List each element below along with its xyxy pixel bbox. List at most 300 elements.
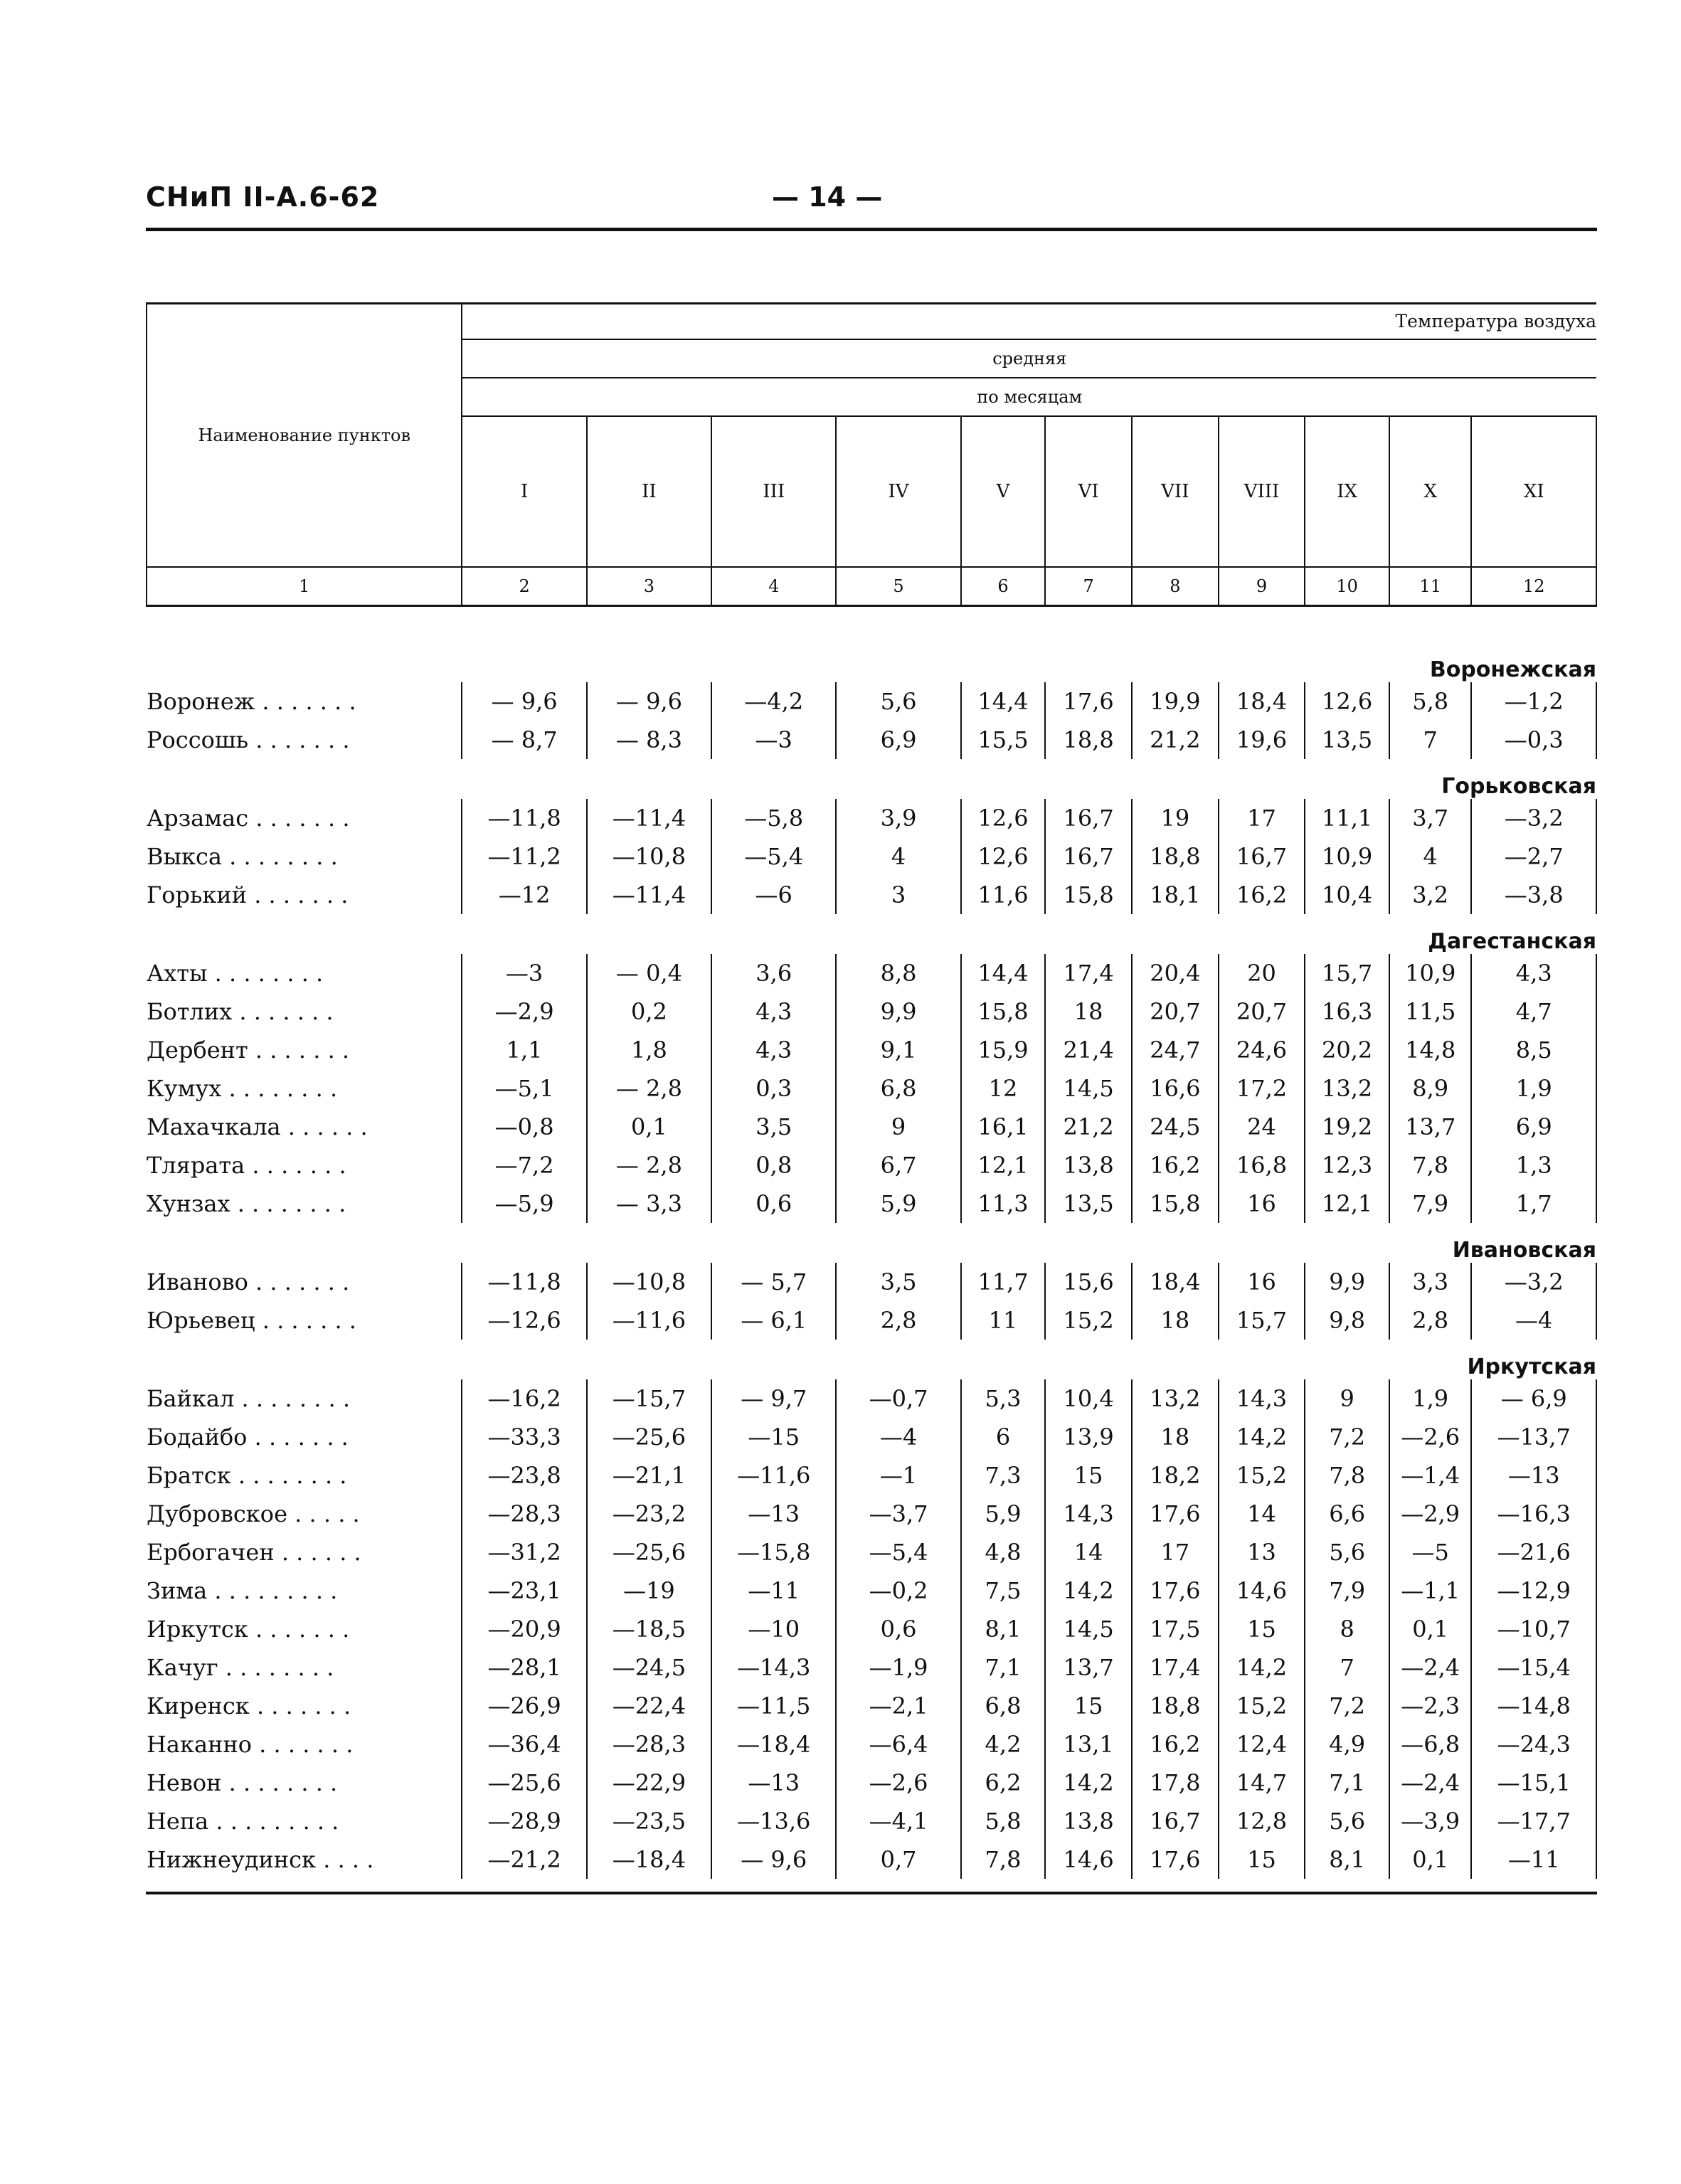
temperature-cell: 14,2 [1219,1418,1305,1456]
temperature-cell: —17,7 [1471,1802,1596,1840]
temperature-cell: —1 [836,1456,960,1495]
temperature-cell: 8,9 [1389,1069,1472,1108]
page-number: — 14 — [772,181,883,213]
temperature-cell: —3 [711,721,836,759]
place-name: Качуг . . . . . . . . [147,1648,462,1687]
temperature-cell: 1,3 [1471,1146,1596,1184]
temperature-cell: 13,8 [1045,1146,1132,1184]
place-name: Ахты . . . . . . . . [147,954,462,992]
table-row [147,954,1596,992]
temperature-cell: 14,6 [1219,1571,1305,1610]
temperature-cell: 13,5 [1305,721,1389,759]
temperature-cell: 0,6 [711,1184,836,1223]
table-row [147,1108,1596,1146]
temperature-cell: —2,3 [1389,1687,1472,1725]
temperature-cell: 15,2 [1219,1687,1305,1725]
temperature-cell: —2,6 [1389,1418,1472,1456]
place-name: Дубровское . . . . . [147,1495,462,1533]
temperature-cell: —14,8 [1471,1687,1596,1725]
temperature-cell: 14,5 [1045,1610,1132,1648]
temperature-cell: 18,8 [1045,721,1132,759]
temperature-cell: 15 [1219,1840,1305,1879]
temperature-cell: — 5,7 [711,1263,836,1301]
temperature-cell: 18,4 [1219,682,1305,721]
place-name: Воронеж . . . . . . . [147,682,462,721]
temperature-cell: —20,9 [462,1610,586,1648]
month-header: II [587,416,711,567]
table-caption: Температура воздуха [462,304,1596,339]
temperature-cell: —4 [836,1418,960,1456]
temperature-cell: —10,8 [587,837,711,876]
temperature-cell: 16,6 [1132,1069,1219,1108]
temperature-cell: —33,3 [462,1418,586,1456]
temperature-cell: 16,7 [1219,837,1305,876]
temperature-cell: —23,8 [462,1456,586,1495]
temperature-cell: 17,6 [1045,682,1132,721]
temperature-cell: 20,7 [1219,992,1305,1031]
region-name: Дагестанская [1428,928,1596,954]
temperature-cell: —26,9 [462,1687,586,1725]
temperature-cell: 12,6 [961,799,1046,837]
place-name: Ербогачен . . . . . . [147,1533,462,1571]
temperature-cell: 4,2 [961,1725,1046,1764]
temperature-cell: —11,8 [462,799,586,837]
temperature-cell: 17,5 [1132,1610,1219,1648]
climate-table-container [146,302,1597,1894]
temperature-cell: 7,3 [961,1456,1046,1495]
table-row [147,1301,1596,1340]
temperature-cell: 0,1 [587,1108,711,1146]
temperature-cell: 4,9 [1305,1725,1389,1764]
column-number: 11 [1389,567,1472,606]
temperature-cell: 9 [836,1108,960,1146]
table-header [147,304,1596,606]
temperature-cell: 19,9 [1132,682,1219,721]
temperature-cell: 18 [1132,1301,1219,1340]
temperature-cell: 13,9 [1045,1418,1132,1456]
temperature-cell: 1,9 [1471,1069,1596,1108]
temperature-cell: 6 [961,1418,1046,1456]
temperature-cell: 7,1 [1305,1764,1389,1802]
column-number: 5 [836,567,960,606]
temperature-cell: 16,8 [1219,1146,1305,1184]
temperature-cell: —19 [587,1571,711,1610]
column-number: 9 [1219,567,1305,606]
column-number: 7 [1045,567,1132,606]
temperature-cell: 17,6 [1132,1840,1219,1879]
temperature-cell: 13 [1219,1533,1305,1571]
temperature-cell: 8,1 [961,1610,1046,1648]
temperature-cell: 16,7 [1045,837,1132,876]
temperature-cell: 7,8 [1305,1456,1389,1495]
temperature-cell: 4,8 [961,1533,1046,1571]
temperature-cell: —22,9 [587,1764,711,1802]
temperature-cell: 20,7 [1132,992,1219,1031]
temperature-cell: —21,2 [462,1840,586,1879]
temperature-cell: —3 [462,954,586,992]
temperature-cell: 14,6 [1045,1840,1132,1879]
table-row [147,837,1596,876]
temperature-cell: —2,1 [836,1687,960,1725]
table-row [147,1764,1596,1802]
temperature-cell: 9,1 [836,1031,960,1069]
temperature-cell: 7,5 [961,1571,1046,1610]
temperature-cell: —0,3 [1471,721,1596,759]
temperature-cell: — 9,6 [711,1840,836,1879]
temperature-cell: 21,4 [1045,1031,1132,1069]
temperature-cell: 15,9 [961,1031,1046,1069]
temperature-cell: 6,8 [836,1069,960,1108]
temperature-cell: 16,7 [1045,799,1132,837]
temperature-cell: 11,1 [1305,799,1389,837]
temperature-cell: —10 [711,1610,836,1648]
temperature-cell: —2,4 [1389,1764,1472,1802]
temperature-cell: 7,8 [1389,1146,1472,1184]
place-name: Махачкала . . . . . . [147,1108,462,1146]
temperature-cell: 6,2 [961,1764,1046,1802]
temperature-cell: 0,8 [711,1146,836,1184]
temperature-cell: 4,3 [1471,954,1596,992]
temperature-cell: 20,2 [1305,1031,1389,1069]
temperature-cell: —11 [1471,1840,1596,1879]
table-row [147,1031,1596,1069]
temperature-cell: 2,8 [836,1301,960,1340]
region-row [147,914,1596,954]
table-body [147,605,1596,1879]
table-row [147,1725,1596,1764]
temperature-cell: 15,2 [1219,1456,1305,1495]
temperature-cell: 3,6 [711,954,836,992]
temperature-cell: —3,8 [1471,876,1596,914]
temperature-cell: —28,3 [462,1495,586,1533]
temperature-cell: — 9,7 [711,1379,836,1418]
temperature-cell: 21,2 [1132,721,1219,759]
temperature-cell: 15,8 [1132,1184,1219,1223]
temperature-cell: —1,1 [1389,1571,1472,1610]
temperature-cell: 15 [1045,1456,1132,1495]
page-header [146,181,1597,224]
temperature-cell: 13,5 [1045,1184,1132,1223]
temperature-cell: 8,5 [1471,1031,1596,1069]
column-number: 2 [462,567,586,606]
temperature-cell: —12 [462,876,586,914]
temperature-cell: 13,2 [1305,1069,1389,1108]
month-header: VII [1132,416,1219,567]
temperature-cell: 7,2 [1305,1687,1389,1725]
place-name: Хунзах . . . . . . . . [147,1184,462,1223]
temperature-cell: —0,2 [836,1571,960,1610]
temperature-cell: 17,6 [1132,1571,1219,1610]
temperature-cell: —15,8 [711,1533,836,1571]
temperature-cell: —12,6 [462,1301,586,1340]
temperature-cell: —13 [711,1495,836,1533]
temperature-cell: —28,3 [587,1725,711,1764]
temperature-cell: —11,6 [711,1456,836,1495]
temperature-cell: 5,3 [961,1379,1046,1418]
temperature-cell: 12,1 [961,1146,1046,1184]
column-number: 12 [1471,567,1596,606]
temperature-cell: 19,2 [1305,1108,1389,1146]
temperature-cell: 24 [1219,1108,1305,1146]
temperature-cell: —2,4 [1389,1648,1472,1687]
temperature-cell: 4 [836,837,960,876]
region-row [147,1340,1596,1379]
table-row [147,1687,1596,1725]
temperature-cell: —15,4 [1471,1648,1596,1687]
temperature-cell: 4,7 [1471,992,1596,1031]
temperature-cell: —13,7 [1471,1418,1596,1456]
header-rule [146,228,1597,231]
temperature-cell: 17,4 [1045,954,1132,992]
column-number-row [147,567,1596,606]
temperature-cell: —21,1 [587,1456,711,1495]
temperature-cell: —13,6 [711,1802,836,1840]
temperature-cell: 6,8 [961,1687,1046,1725]
temperature-cell: 19 [1132,799,1219,837]
month-header: VI [1045,416,1132,567]
temperature-cell: —25,6 [587,1533,711,1571]
temperature-cell: 6,9 [1471,1108,1596,1146]
place-name: Россошь . . . . . . . [147,721,462,759]
temperature-cell: 12,1 [1305,1184,1389,1223]
temperature-cell: 3,7 [1389,799,1472,837]
temperature-cell: 6,7 [836,1146,960,1184]
temperature-cell: —7,2 [462,1146,586,1184]
temperature-cell: —3,9 [1389,1802,1472,1840]
table-row [147,1263,1596,1301]
temperature-cell: —15 [711,1418,836,1456]
place-name: Невон . . . . . . . . [147,1764,462,1802]
temperature-cell: 24,6 [1219,1031,1305,1069]
temperature-cell: 9,9 [1305,1263,1389,1301]
temperature-cell: —23,5 [587,1802,711,1840]
temperature-cell: 18 [1132,1418,1219,1456]
temperature-cell: 10,4 [1305,876,1389,914]
temperature-cell: 18,8 [1132,837,1219,876]
temperature-cell: 18,1 [1132,876,1219,914]
temperature-cell: —11,5 [711,1687,836,1725]
temperature-cell: 1,8 [587,1031,711,1069]
temperature-cell: 5,6 [1305,1533,1389,1571]
place-name: Непа . . . . . . . . . [147,1802,462,1840]
temperature-cell: 7 [1389,721,1472,759]
temperature-cell: —11,8 [462,1263,586,1301]
temperature-cell: —18,4 [711,1725,836,1764]
temperature-cell: 12,4 [1219,1725,1305,1764]
region-name: Ивановская [1452,1237,1596,1263]
place-name: Братск . . . . . . . . [147,1456,462,1495]
place-name: Выкса . . . . . . . . [147,837,462,876]
temperature-cell: 0,6 [836,1610,960,1648]
column-number: 8 [1132,567,1219,606]
table-row [147,1840,1596,1879]
temperature-cell: 4 [1389,837,1472,876]
place-name: Горький . . . . . . . [147,876,462,914]
temperature-cell: 8,1 [1305,1840,1389,1879]
temperature-cell: 24,7 [1132,1031,1219,1069]
temperature-cell: 2,8 [1389,1301,1472,1340]
temperature-cell: —11 [711,1571,836,1610]
temperature-cell: 3,5 [711,1108,836,1146]
month-header: IX [1305,416,1389,567]
temperature-cell: 14,8 [1389,1031,1472,1069]
temperature-cell: 7,8 [961,1840,1046,1879]
temperature-cell: —5,1 [462,1069,586,1108]
temperature-cell: 10,9 [1389,954,1472,992]
temperature-cell: —2,9 [1389,1495,1472,1533]
temperature-cell: 18,4 [1132,1263,1219,1301]
temperature-cell: —0,7 [836,1379,960,1418]
temperature-cell: 3,5 [836,1263,960,1301]
temperature-cell: 5,6 [836,682,960,721]
month-header: V [961,416,1046,567]
table-row [147,876,1596,914]
temperature-cell: 17,8 [1132,1764,1219,1802]
temperature-cell: —21,6 [1471,1533,1596,1571]
temperature-cell: 0,7 [836,1840,960,1879]
temperature-cell: — 9,6 [587,682,711,721]
temperature-cell: 8,8 [836,954,960,992]
temperature-cell: 14,7 [1219,1764,1305,1802]
temperature-cell: 11,6 [961,876,1046,914]
temperature-cell: 13,7 [1389,1108,1472,1146]
temperature-cell: —10,7 [1471,1610,1596,1648]
temperature-cell: 6,9 [836,721,960,759]
temperature-cell: —28,1 [462,1648,586,1687]
temperature-cell: 9 [1305,1379,1389,1418]
temperature-cell: —5,9 [462,1184,586,1223]
temperature-cell: —36,4 [462,1725,586,1764]
temperature-cell: 14,3 [1219,1379,1305,1418]
name-column-header: Наименование пунктов [147,304,462,567]
temperature-cell: 14,2 [1045,1764,1132,1802]
month-header: X [1389,416,1472,567]
temperature-cell: —12,9 [1471,1571,1596,1610]
subheader-by-month: по месяцам [462,378,1596,416]
temperature-cell: 5,8 [961,1802,1046,1840]
temperature-cell: 0,2 [587,992,711,1031]
temperature-cell: 14 [1219,1495,1305,1533]
temperature-cell: 13,1 [1045,1725,1132,1764]
temperature-cell: 5,8 [1389,682,1472,721]
temperature-cell: 24,5 [1132,1108,1219,1146]
temperature-cell: —5,4 [711,837,836,876]
temperature-cell: —11,4 [587,876,711,914]
temperature-cell: 5,9 [961,1495,1046,1533]
temperature-cell: 16,7 [1132,1802,1219,1840]
temperature-cell: 15 [1045,1687,1132,1725]
temperature-cell: 14 [1045,1533,1132,1571]
temperature-cell: —18,5 [587,1610,711,1648]
table-row [147,1418,1596,1456]
temperature-cell: 16,2 [1219,876,1305,914]
temperature-cell: 18 [1045,992,1132,1031]
table-bottom-rule [146,1892,1597,1894]
temperature-cell: 3 [836,876,960,914]
temperature-cell: —14,3 [711,1648,836,1687]
region-name: Иркутская [1467,1354,1596,1379]
temperature-cell: 16 [1219,1184,1305,1223]
temperature-cell: —15,7 [587,1379,711,1418]
temperature-cell: —11,2 [462,837,586,876]
temperature-cell: 16,2 [1132,1725,1219,1764]
temperature-cell: —3,2 [1471,799,1596,837]
temperature-cell: —5,4 [836,1533,960,1571]
temperature-cell: — 6,9 [1471,1379,1596,1418]
temperature-cell: 4,3 [711,992,836,1031]
temperature-cell: 14,4 [961,954,1046,992]
temperature-cell: — 6,1 [711,1301,836,1340]
temperature-cell: —24,5 [587,1648,711,1687]
temperature-cell: 11,7 [961,1263,1046,1301]
temperature-cell: —3,2 [1471,1263,1596,1301]
temperature-cell: 16,1 [961,1108,1046,1146]
place-name: Юрьевец . . . . . . . [147,1301,462,1340]
temperature-cell: — 0,4 [587,954,711,992]
temperature-cell: —25,6 [587,1418,711,1456]
temperature-cell: —13 [711,1764,836,1802]
table-row [147,1533,1596,1571]
place-name: Нижнеудинск . . . . [147,1840,462,1879]
table-row [147,1610,1596,1648]
temperature-cell: 10,4 [1045,1379,1132,1418]
temperature-cell: 14,2 [1219,1648,1305,1687]
temperature-cell: 1,9 [1389,1379,1472,1418]
place-name: Наканно . . . . . . . [147,1725,462,1764]
temperature-cell: 21,2 [1045,1108,1132,1146]
temperature-cell: 5,9 [836,1184,960,1223]
column-number: 4 [711,567,836,606]
temperature-cell: —0,8 [462,1108,586,1146]
table-row [147,1802,1596,1840]
temperature-cell: 1,7 [1471,1184,1596,1223]
table-row [147,1184,1596,1223]
temperature-cell: —23,1 [462,1571,586,1610]
temperature-cell: 5,6 [1305,1802,1389,1840]
table-row [147,1069,1596,1108]
table-row [147,799,1596,837]
temperature-cell: —1,2 [1471,682,1596,721]
temperature-cell: 3,2 [1389,876,1472,914]
place-name: Киренск . . . . . . . [147,1687,462,1725]
temperature-cell: 20,4 [1132,954,1219,992]
document-code: СНиП II-А.6-62 [146,181,380,213]
temperature-cell: —22,4 [587,1687,711,1725]
temperature-cell: 16,2 [1132,1146,1219,1184]
place-name: Арзамас . . . . . . . [147,799,462,837]
temperature-cell: —6 [711,876,836,914]
temperature-cell: 12 [961,1069,1046,1108]
temperature-cell: 3,3 [1389,1263,1472,1301]
temperature-cell: —23,2 [587,1495,711,1533]
table-row [147,1571,1596,1610]
temperature-cell: 12,6 [1305,682,1389,721]
column-number: 1 [147,567,462,606]
temperature-cell: —2,7 [1471,837,1596,876]
temperature-cell: —31,2 [462,1533,586,1571]
temperature-cell: 13,2 [1132,1379,1219,1418]
temperature-cell: 17 [1132,1533,1219,1571]
place-name: Ботлих . . . . . . . [147,992,462,1031]
temperature-cell: —2,6 [836,1764,960,1802]
month-header: XI [1471,416,1596,567]
temperature-cell: 9,8 [1305,1301,1389,1340]
temperature-cell: 15,5 [961,721,1046,759]
table-row [147,721,1596,759]
temperature-cell: —28,9 [462,1802,586,1840]
temperature-cell: —16,3 [1471,1495,1596,1533]
table-row [147,1456,1596,1495]
